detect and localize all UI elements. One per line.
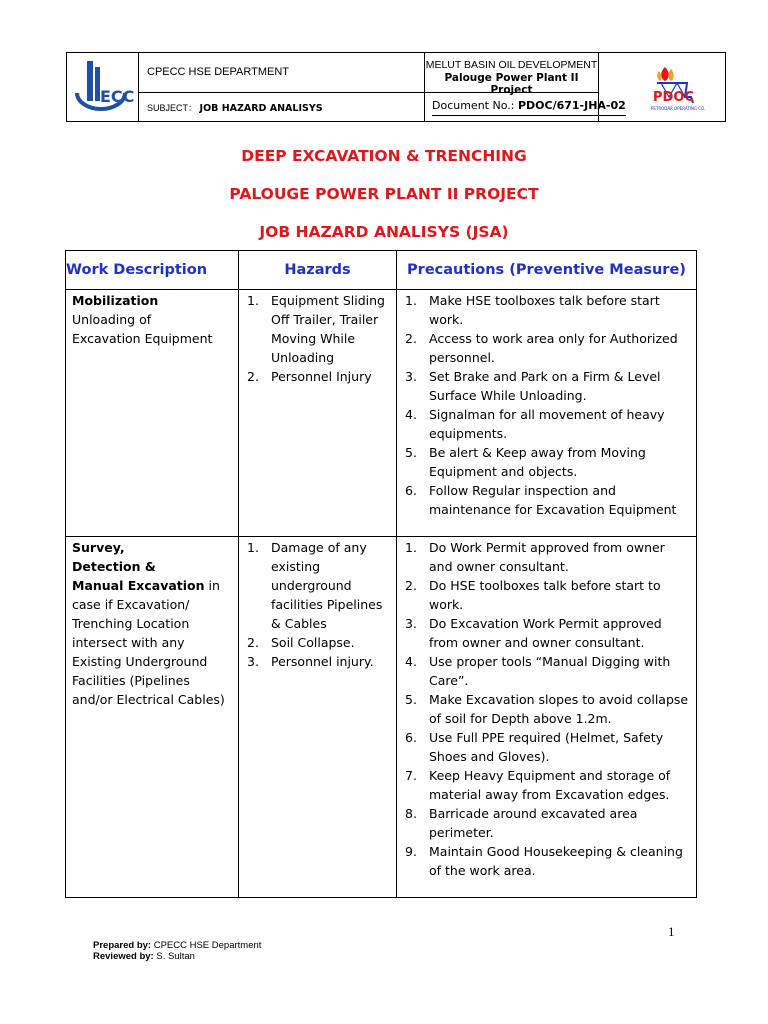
list-item-number: 3. <box>247 654 259 669</box>
precaution-item <box>397 614 690 652</box>
cpecc-logo <box>67 53 139 121</box>
precaution-item <box>397 804 690 842</box>
hazard-text: Equipment Sliding Off Trailer, Trailer Moving While Unloading <box>271 293 385 365</box>
hazard-text: Personnel Injury <box>271 369 372 384</box>
list-item-number: 1. <box>247 540 259 555</box>
table-row <box>66 537 697 898</box>
precaution-text: Signalman for all movement of heavy equipments. <box>429 407 665 441</box>
reviewed-by-value: S. Sultan <box>153 951 195 962</box>
precaution-text: Keep Heavy Equipment and storage of material away from Excavation edges. <box>429 768 671 802</box>
title-document-type: JOB HAZARD ANALISYS (JSA) <box>259 223 509 241</box>
cpecc-logo-text: ECC <box>100 87 135 106</box>
hazard-item <box>239 538 390 633</box>
hazards-cell <box>239 290 397 537</box>
table-header-row <box>66 251 697 290</box>
hazard-analysis-table <box>65 250 697 898</box>
list-item-number: 1. <box>405 293 417 308</box>
hazard-text: Soil Collapse. <box>271 635 355 650</box>
title-project: PALOUGE POWER PLANT II PROJECT <box>229 185 539 203</box>
precaution-item <box>397 576 690 614</box>
column-header-work-description: Work Description <box>66 251 239 290</box>
hazards-cell <box>239 537 397 898</box>
list-item-number: 4. <box>405 407 417 422</box>
precaution-text: Maintain Good Housekeeping & cleaning of the work area. <box>429 844 683 878</box>
work-description-text: Manual Excavation <box>72 578 205 593</box>
project-name: Palouge Power Plant II Project <box>444 72 579 96</box>
pdoc-logo-icon <box>599 53 725 121</box>
hazard-item <box>239 633 390 652</box>
document-number-value: PDOC/671-JHA-02 <box>517 99 626 112</box>
list-item-number: 3. <box>405 616 417 631</box>
precaution-text: Use proper tools “Manual Digging with Care”. <box>429 654 671 688</box>
list-item-number: 5. <box>405 692 417 707</box>
department-name: CPECC HSE DEPARTMENT <box>139 53 425 93</box>
list-item-number: 2. <box>247 635 259 650</box>
list-item-number: 8. <box>405 806 417 821</box>
list-item-number: 2. <box>247 369 259 384</box>
document-titles <box>0 145 768 259</box>
work-description-text: Survey, <box>72 540 125 555</box>
list-item-number: 6. <box>405 483 417 498</box>
document-number-label: Document No.: <box>432 99 515 112</box>
work-description-text: Mobilization <box>72 293 159 308</box>
precaution-item <box>397 329 690 367</box>
list-item-number: 6. <box>405 730 417 745</box>
precaution-item <box>397 367 690 405</box>
work-description-cell <box>66 290 239 537</box>
hazard-item <box>239 291 390 367</box>
precaution-item <box>397 538 690 576</box>
cpecc-logo-icon <box>67 53 139 121</box>
precaution-item <box>397 766 690 804</box>
pdoc-logo <box>599 53 725 121</box>
organization <box>425 53 599 96</box>
precaution-text: Barricade around excavated area perimeter. <box>429 806 638 840</box>
precaution-item <box>397 690 690 728</box>
letterhead <box>66 52 726 122</box>
list-item-number: 1. <box>405 540 417 555</box>
list-item-number: 2. <box>405 578 417 593</box>
list-item-number: 1. <box>247 293 259 308</box>
precaution-item <box>397 481 690 519</box>
hazard-text: Damage of any existing underground facilities Pipelines & Cables <box>271 540 383 631</box>
precautions-cell <box>397 290 697 537</box>
column-header-hazards: Hazards <box>239 251 397 290</box>
document-footer <box>93 940 261 962</box>
hazard-text: Personnel injury. <box>271 654 374 669</box>
precaution-text: Do HSE toolboxes talk before start to work. <box>429 578 661 612</box>
table-row <box>66 290 697 537</box>
hazard-item <box>239 652 390 671</box>
title-activity: DEEP EXCAVATION & TRENCHING <box>241 147 527 165</box>
precaution-text: Follow Regular inspection and maintenance for Excavation Equipment <box>429 483 677 517</box>
pdoc-logo-subtext: PETRODAR OPERATING CO. <box>651 106 706 111</box>
precaution-item <box>397 728 690 766</box>
prepared-by-label: Prepared by: <box>93 940 152 951</box>
list-item-number: 7. <box>405 768 417 783</box>
reviewed-by-label: Reviewed by: <box>93 951 154 962</box>
page-number: 1 <box>668 924 675 939</box>
list-item-number: 4. <box>405 654 417 669</box>
list-item-number: 2. <box>405 331 417 346</box>
precaution-item <box>397 842 690 880</box>
precaution-item <box>397 291 690 329</box>
list-item-number: 9. <box>405 844 417 859</box>
list-item-number: 3. <box>405 369 417 384</box>
work-description-text: Unloading of <box>72 312 152 327</box>
work-description-text: Detection & <box>72 559 156 574</box>
precaution-text: Make HSE toolboxes talk before start work. <box>429 293 660 327</box>
precaution-text: Do Work Permit approved from owner and owner consultant. <box>429 540 665 574</box>
list-item-number: 5. <box>405 445 417 460</box>
document-number <box>425 93 626 121</box>
precaution-item <box>397 405 690 443</box>
precaution-text: Access to work area only for Authorized personnel. <box>429 331 678 365</box>
precaution-text: Set Brake and Park on a Firm & Level Surface While Unloading. <box>429 369 661 403</box>
column-header-precautions: Precautions (Preventive Measure) <box>397 251 697 290</box>
work-description-text: Excavation Equipment <box>72 331 213 346</box>
precaution-item <box>397 652 690 690</box>
subject-value: JOB HAZARD ANALISYS <box>199 103 323 114</box>
precautions-cell <box>397 537 697 898</box>
precaution-text: Make Excavation slopes to avoid collapse of soil for Depth above 1.2m. <box>429 692 689 726</box>
precaution-text: Be alert & Keep away from Moving Equipment and objects. <box>429 445 646 479</box>
pdoc-logo-text: PDOC <box>653 90 694 105</box>
work-description-cell <box>66 537 239 898</box>
subject-label: SUBJECT： <box>147 103 198 113</box>
prepared-by-value: CPECC HSE Department <box>151 940 262 951</box>
hazard-item <box>239 367 390 386</box>
precaution-text: Do Excavation Work Permit approved from owner and owner consultant. <box>429 616 662 650</box>
precaution-item <box>397 443 690 481</box>
organization-name: MELUT BASIN OIL DEVELOPMENT <box>425 59 598 71</box>
subject <box>139 93 425 121</box>
work-description-text: in case if Excavation/ Trenching Location intersect with any Existing Underground Facilities (Pipelines and/or Electrical Cables) <box>72 578 225 707</box>
precaution-text: Use Full PPE required (Helmet, Safety Shoes and Gloves). <box>429 730 664 764</box>
